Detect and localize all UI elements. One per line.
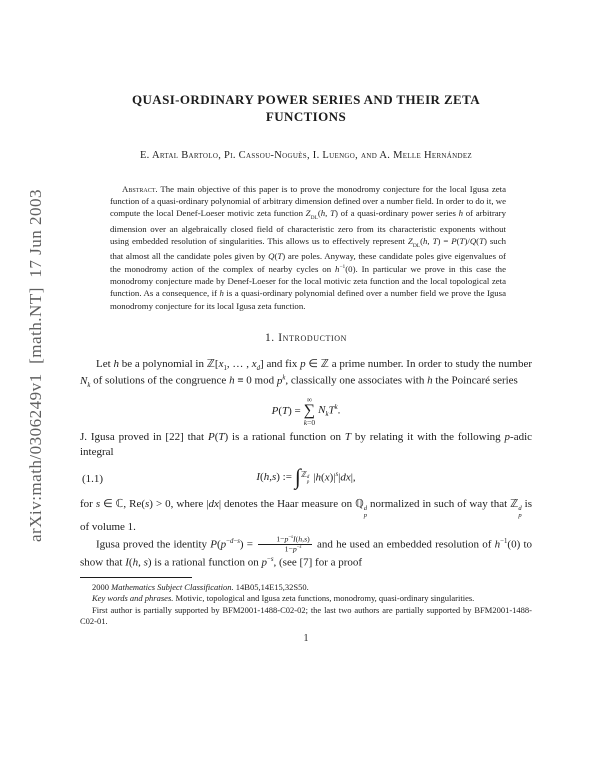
abstract-text: The main objective of this paper is to prove the monodromy conjecture for the local Igusa zeta function of a quasi-ordinary polynomial of arbitrary dimension defined over a number field. In order to do it, we compute the local Denef-Loeser motivic zeta function $Z_{DL}(h$, T) of a quasi-ordinary power series h of arbitrary dimension over an algebraically closed field of characteristic zero from its characteristic exponents without using embedded resolution of singularities. This allows us to effectively represent $Z_{DL}(h$, T) = P(T)/Q(T) such that almost all the candidate poles given by Q(T) are poles. Anyway, these candidate poles give eigenvalues of the monodromy action of the complex of nearby cycles on $h^{-1}(0)$. In particular we prove in this case the monodromy conjecture made by Denef-Loeser for the local motivic zeta function and the local topological zeta function. As a consequence, if h is a quasi-ordinary polynomial defined over a number field we prove the Igusa monodromy conjecture for its local Igusa zeta function. <box>110 183 506 311</box>
paragraph-haar-measure: for s ∈ ℂ, Re(s) > 0, where |dx| denotes the Haar measure on ℚ d p normalized in such of way that ℤ d p is of volume 1. <box>80 498 533 533</box>
sum-lower-limit: k=0 <box>303 418 316 428</box>
formula-rhs: $N_kT^k$. <box>318 403 341 419</box>
paragraph-identity: Igusa proved the identity $P(p^{-d-s})$ = $\frac{1-p^{-s}I(h,s)}{1-p^{-s}}$ and he used an embedded resolution of $h^{-1}(0)$ to show that I(h, s) is a rational function on $p^{-s}$, (see [7] for a proof <box>80 534 533 569</box>
abstract-label: Abstract. <box>122 183 158 194</box>
formula-lhs: P(T) = <box>271 405 301 418</box>
summation-symbol <box>304 396 315 427</box>
sum-upper-limit: ∞ <box>306 394 313 404</box>
section-heading-introduction: 1. Introduction <box>264 332 348 345</box>
page-content <box>80 92 532 644</box>
footnote-support: First author is partially supported by BFM2001-1488-C02-02; the last two authors are partially supported by BFM2001-1488-C02-01. <box>80 604 532 626</box>
equation-number-label: (1.1) <box>82 473 104 486</box>
equation-1-1 <box>80 466 532 492</box>
footnote-rule <box>80 577 192 578</box>
page-number: 1 <box>303 633 309 645</box>
footnote-keywords: Key words and phrases. Motivic, topological and Igusa zeta functions, monodromy, quasi-ordinary singularities. <box>92 593 475 604</box>
paper-title: QUASI-ORDINARY POWER SERIES AND THEIR ZETA FUNCTIONS <box>131 92 481 124</box>
paper-authors: E. Artal Bartolo, Pi. Cassou-Noguès, I. Luengo, and A. Melle Hernández <box>139 149 473 161</box>
footnote-msc: 2000 Mathematics Subject Classification. 14B05,14E15,32S50. <box>92 582 309 593</box>
paragraph-igusa-rational: J. Igusa proved in [22] that P(T) is a rational function on T by relating it with the following p-adic integral <box>80 430 533 458</box>
poincare-series-formula <box>80 396 532 427</box>
paragraph-intro: Let h be a polynomial in $ℤ[x_1$, … , $x_d$] and fix p ∈ ℤ a prime number. In order to study the number $N_k$ of solutions of the congruence h ≡ 0 mod $p^k$, classically one associates with h the Poincaré series <box>80 358 532 390</box>
arxiv-stamp: arXiv:math/0306249v1 [math.NT] 17 Jun 2003 <box>26 189 45 542</box>
equation-body: I ( h , s ) := ∫ ℤ d p $|h(x)|^s|dx|$, <box>256 464 356 490</box>
footnote-block <box>80 577 532 627</box>
abstract-block <box>110 183 506 312</box>
sigma-icon: ∑ <box>303 402 316 420</box>
